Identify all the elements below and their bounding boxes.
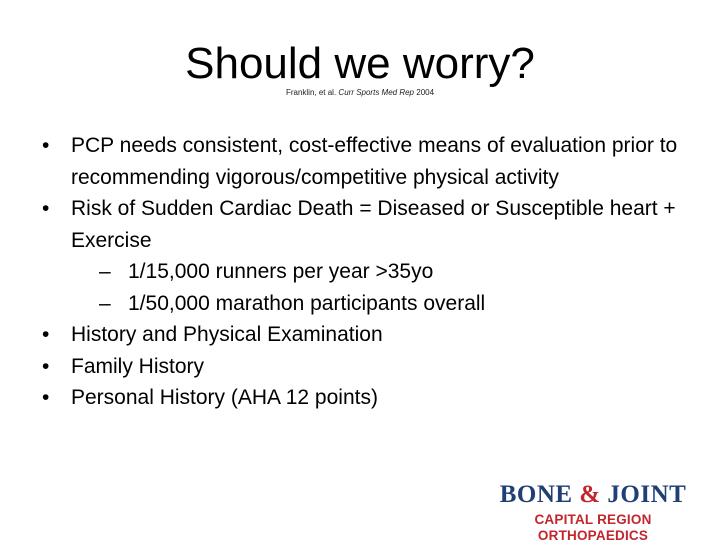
bullet-marker: • bbox=[42, 134, 50, 157]
bullet-item bbox=[40, 382, 700, 414]
bullet-marker: • bbox=[42, 354, 50, 378]
logo-word-bone: BONE bbox=[499, 481, 573, 508]
bullet-item bbox=[40, 351, 700, 383]
bullet-text: History and Physical Examination bbox=[71, 323, 383, 346]
bullet-marker: • bbox=[42, 386, 50, 409]
bullet-text: PCP needs consistent, cost-effective means of evaluation prior to recommending vigorous/competitive physical activity bbox=[71, 134, 678, 189]
sub-bullet-marker: – bbox=[99, 260, 111, 283]
logo-ampersand: & bbox=[579, 481, 601, 508]
citation-year: 2004 bbox=[416, 88, 435, 97]
logo-subtitle: CAPITAL REGION ORTHOPAEDICS bbox=[534, 512, 652, 540]
bullet-text: Risk of Sudden Cardiac Death = Diseased or Susceptible heart + Exercise bbox=[71, 197, 676, 252]
sub-bullet-marker: – bbox=[99, 291, 111, 315]
logo-word-joint: JOINT bbox=[607, 481, 687, 508]
citation-authors: Franklin, et al. bbox=[285, 88, 337, 97]
logo-wordmark bbox=[478, 481, 708, 509]
sub-bullet-text: 1/50,000 marathon participants overall bbox=[128, 291, 486, 315]
bone-joint-logo bbox=[478, 481, 708, 540]
sub-bullet-text: 1/15,000 runners per year >35yo bbox=[128, 260, 434, 283]
bullet-item bbox=[40, 193, 700, 256]
citation bbox=[0, 88, 720, 98]
bullet-list bbox=[40, 130, 700, 414]
bullet-marker: • bbox=[42, 197, 50, 220]
citation-journal: Curr Sports Med Rep bbox=[338, 88, 415, 97]
bullet-item bbox=[40, 130, 700, 193]
sub-bullet-item bbox=[40, 288, 700, 320]
bullet-marker: • bbox=[42, 323, 50, 346]
bullet-text: Personal History (AHA 12 points) bbox=[71, 386, 378, 409]
bullet-item bbox=[40, 319, 700, 351]
slide-title: Should we worry? bbox=[185, 39, 535, 88]
bullet-text: Family History bbox=[71, 354, 205, 378]
sub-bullet-item bbox=[40, 256, 700, 288]
